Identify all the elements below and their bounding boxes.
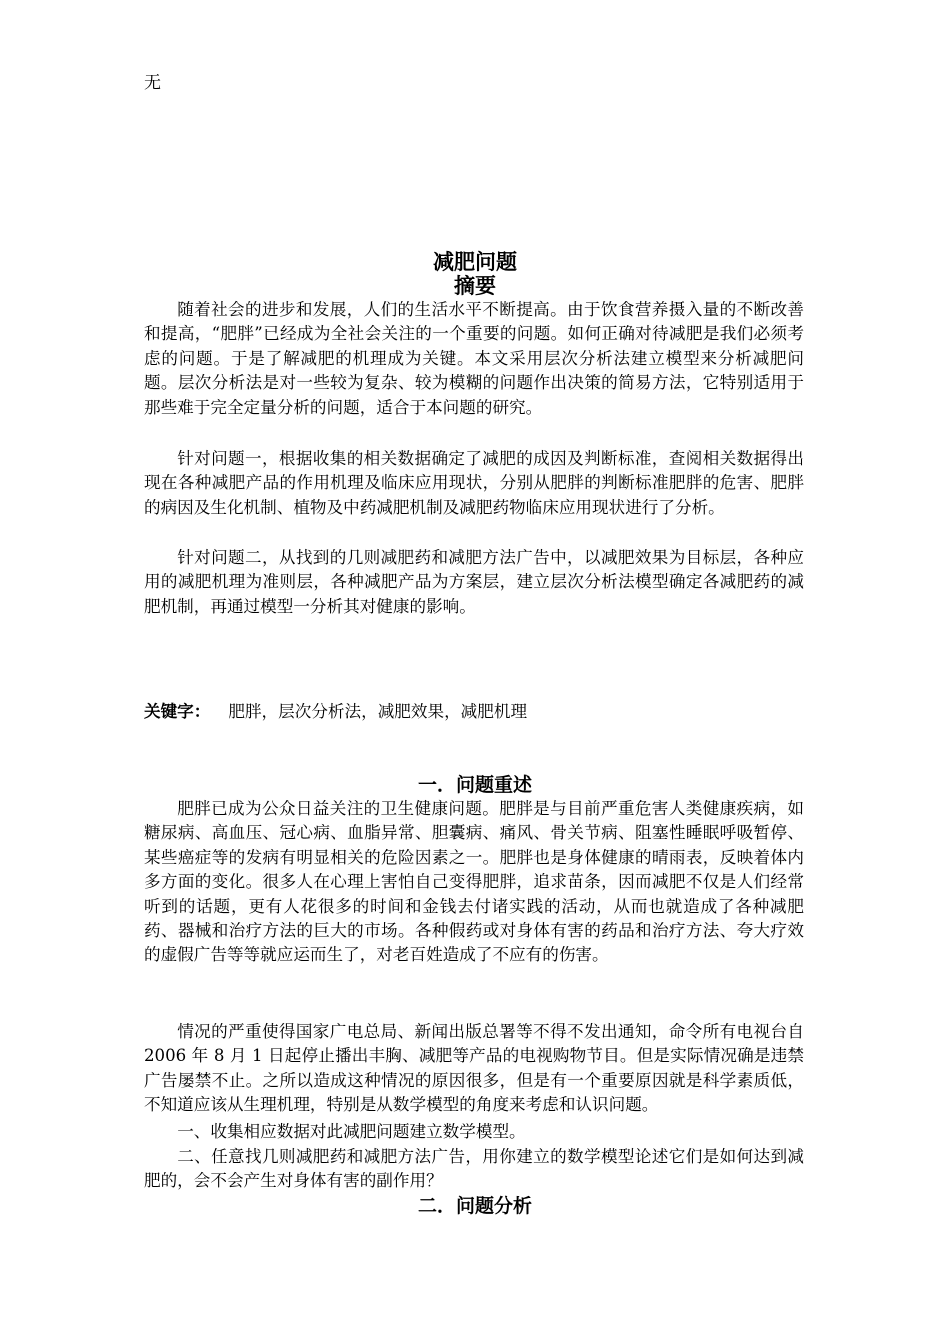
keywords-line bbox=[144, 698, 527, 722]
section-paragraph: 情况的严重使得国家广电总局、新闻出版总署等不得不发出通知，命令所有电视台自 2006 年 8 月 1 日起停止播出丰胸、减肥等产品的电视购物节目。但是实际情况确是违禁广告屡禁不止。之所以造成这种情况的原因很多，但是有一个重要原因就是科学素质低，不知道应该从生理机理，特别是从数学模型的角度来考虑和认识问题。 bbox=[144, 1022, 804, 1115]
header-note: 无 bbox=[144, 73, 161, 93]
keywords-label: 关键字： bbox=[144, 702, 211, 721]
section-heading: 二．问题分析 bbox=[417, 1195, 532, 1217]
section-paragraph: 肥胖已成为公众日益关注的卫生健康问题。肥胖是与目前严重危害人类健康疾病，如糖尿病、高血压、冠心病、血脂异常、胆囊病、痛风、骨关节病、阻塞性睡眠呼吸暂停、某些癌症等的发病有明显相关的危险因素之一。肥胖也是身体健康的晴雨表，反映着体内多方面的变化。很多人在心理上害怕自己变得肥胖，追求苗条，因而减肥不仅是人们经常听到的话题，更有人花很多的时间和金钱去付诸实践的活动，从而也就造成了各种减肥药、器械和治疗方法的巨大的市场。各种假药或对身体有害的药品和治疗方法、夸大疗效的虚假广告等等就应运而生了，对老百姓造成了不应有的伤害。 bbox=[144, 799, 804, 965]
abstract-paragraph: 针对问题二，从找到的几则减肥药和减肥方法广告中，以减肥效果为目标层，各种应用的减肥机理为准则层，各种减肥产品为方案层，建立层次分析法模型确定各减肥药的减肥机制，再通过模型一分析其对健康的影响。 bbox=[144, 548, 804, 616]
paper-title: 减肥问题 bbox=[433, 250, 517, 274]
abstract-paragraph: 随着社会的进步和发展，人们的生活水平不断提高。由于饮食营养摄入量的不断改善和提高，“肥胖”已经成为全社会关注的一个重要的问题。如何正确对待减肥是我们必须考虑的问题。于是了解减肥的机理成为关键。本文采用层次分析法建立模型来分析减肥问题。层次分析法是对一些较为复杂、较为模糊的问题作出决策的简易方法，它特别适用于那些难于完全定量分析的问题，适合于本问题的研究。 bbox=[144, 300, 804, 417]
section-paragraph: 二、任意找几则减肥药和减肥方法广告，用你建立的数学模型论述它们是如何达到减肥的，会不会产生对身体有害的副作用？ bbox=[144, 1147, 804, 1191]
abstract-heading: 摘要 bbox=[454, 274, 496, 298]
section-heading: 一．问题重述 bbox=[417, 774, 532, 796]
keywords-value: 肥胖，层次分析法，减肥效果，减肥机理 bbox=[228, 702, 528, 721]
abstract-paragraph: 针对问题一，根据收集的相关数据确定了减肥的成因及判断标准，查阅相关数据得出现在各种减肥产品的作用机理及临床应用现状，分别从肥胖的判断标准肥胖的危害、肥胖的病因及生化机制、植物及中药减肥机制及减肥药物临床应用现状进行了分析。 bbox=[144, 449, 804, 517]
section-paragraph: 一、收集相应数据对此减肥问题建立数学模型。 bbox=[177, 1122, 526, 1141]
